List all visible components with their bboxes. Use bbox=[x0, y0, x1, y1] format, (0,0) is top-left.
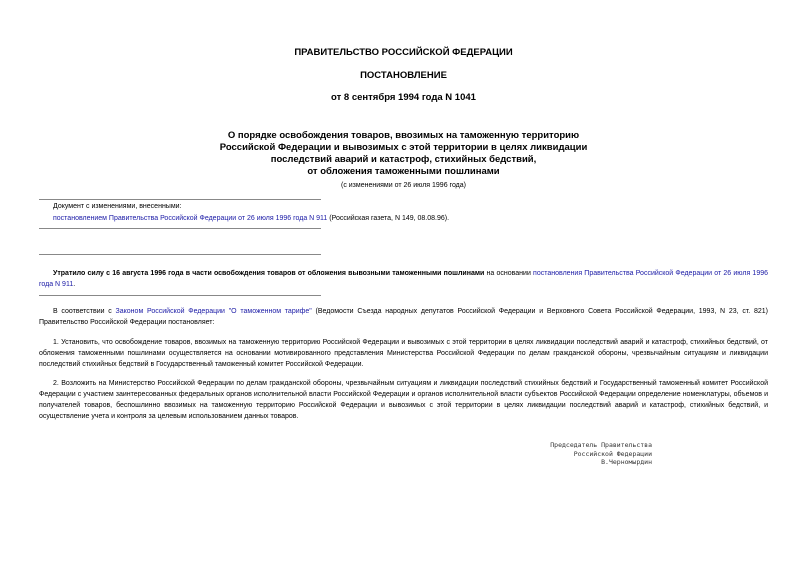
preamble-start: В соответствии с bbox=[53, 308, 116, 315]
signature-org: Российской Федерации bbox=[573, 449, 652, 458]
preamble-rest: (Ведомости Съезда народных депутатов Российской Федерации и Верховного Совета Российской Федерации, 1993, N 23, ст. 821) Правительство Российской Федерации постановляет: bbox=[39, 308, 768, 326]
title-line: Российской Федерации и вывозимых с этой территории в целях ликвидации bbox=[219, 142, 588, 153]
amendment-link[interactable]: постановлением Правительства Российской Федерации от 26 июля 1996 года N 911 bbox=[53, 214, 328, 222]
signature-position: Председатель Правительства bbox=[550, 441, 652, 449]
title-line: О порядке освобождения товаров, ввозимых на таможенную территорию bbox=[227, 130, 580, 141]
document-date-number: от 8 сентября 1994 года N 1041 bbox=[331, 92, 476, 103]
invalidation-notice bbox=[39, 268, 768, 290]
amendments-block bbox=[53, 201, 449, 224]
invalidation-link[interactable]: постановления Правительства Российской Федерации от 26 июля 1996 года N 911 bbox=[39, 270, 768, 288]
amendments-line bbox=[53, 213, 449, 225]
divider bbox=[39, 228, 321, 229]
invalidation-end: . bbox=[73, 281, 76, 288]
amendments-intro: Документ с изменениями, внесенными: bbox=[53, 203, 182, 210]
title-line: от обложения таможенными пошлинами bbox=[307, 166, 500, 177]
title-line: последствий аварий и катастроф, стихийных бедствий, bbox=[270, 154, 537, 165]
invalidation-bold: Утратило силу с 16 августа 1996 года в части освобождения товаров от обложения вывозными таможенными пошлинами bbox=[53, 270, 485, 277]
signature-block bbox=[550, 441, 652, 467]
divider bbox=[39, 295, 321, 296]
divider bbox=[39, 254, 321, 255]
customs-tariff-law-link[interactable]: Законом Российской Федерации "О таможенном тарифе" bbox=[115, 308, 312, 315]
invalidation-basis: на основании bbox=[484, 270, 534, 277]
government-header: ПРАВИТЕЛЬСТВО РОССИЙСКОЙ ФЕДЕРАЦИИ bbox=[294, 47, 513, 58]
document-type: ПОСТАНОВЛЕНИЕ bbox=[360, 70, 447, 81]
divider bbox=[39, 199, 321, 200]
signature-name: В.Черномырдин bbox=[601, 458, 652, 467]
amendment-note: (с изменениями от 26 июля 1996 года) bbox=[340, 182, 466, 189]
document-title bbox=[0, 130, 807, 178]
preamble bbox=[39, 306, 768, 328]
paragraph-2: 2. Возложить на Министерство Российской Федерации по делам гражданской обороны, чрезвычайным ситуациям и ликвидации последствий стихийных бедствий и Государственный таможенный комитет Российской Федерации с участием заинтересованных федеральных органов исполнительной власти Российской Федерации и органов исполнительной власти субъектов Российской Федерации определение номенклатуры, объемов и получателей товаров, беспошлинно ввозимых на таможенную территорию Российской Федерации и вывозимых с этой территории в целях ликвидации последствий аварий и катастроф, стихийных бедствий, и осуществление учета и контроля за целевым использованием данных товаров. bbox=[39, 380, 768, 420]
paragraph-1: 1. Установить, что освобождение товаров, ввозимых на таможенную территорию Российской Федерации и вывозимых с этой территории в целях ликвидации последствий аварий и катастроф, стихийных бедствий, от обложения таможенными пошлинами осуществляется на основании мотивированного представления Министерства Российской Федерации по делам гражданской обороны, чрезвычайным ситуациям и ликвидации последствий стихийных бедствий в Государственный таможенный комитет Российской Федерации. bbox=[39, 339, 768, 368]
amendment-source: (Российская газета, N 149, 08.08.96). bbox=[327, 214, 450, 222]
